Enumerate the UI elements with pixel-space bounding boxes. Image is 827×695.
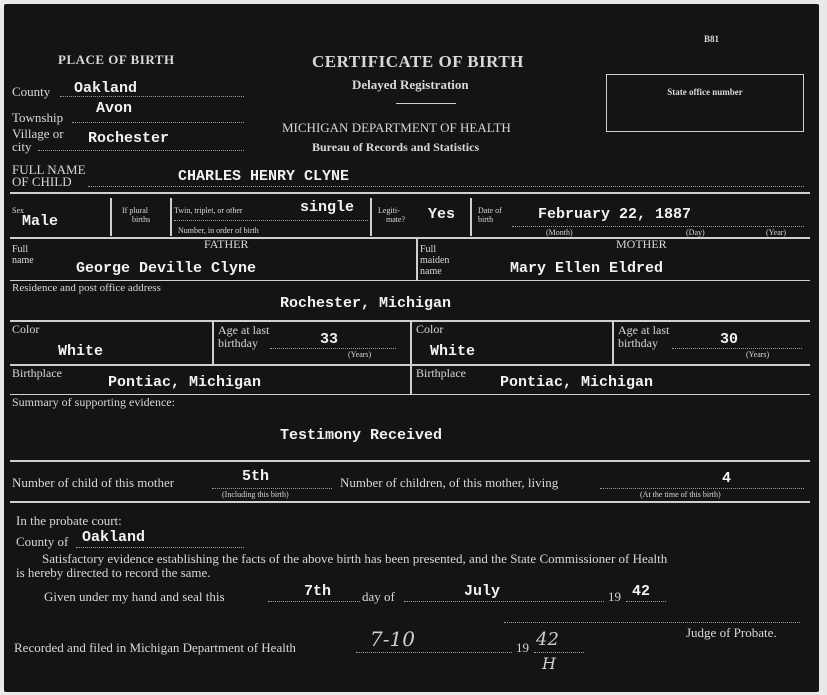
township-label: Township: [12, 110, 64, 125]
sex-label: Sex: [12, 206, 24, 215]
child-number-label: Number of child of this mother: [12, 475, 175, 490]
township-value: Avon: [96, 100, 133, 117]
residence-label: Residence and post office address: [12, 282, 161, 294]
mother-name-label-2: maiden: [420, 255, 450, 266]
given-year-value: 42: [632, 583, 651, 600]
place-of-birth-heading: PLACE OF BIRTH: [58, 52, 175, 67]
certificate-subtitle: Delayed Registration: [352, 77, 469, 92]
father-birthplace-value: Pontiac, Michigan: [108, 374, 262, 391]
statement-line-1: Satisfactory evidence establishing the facts of the above birth has been presented, and the State Commissioner of Health: [42, 551, 668, 566]
mother-name-value: Mary Ellen Eldred: [510, 260, 664, 277]
date-of-birth-value: February 22, 1887: [538, 206, 692, 223]
county-of-label: County of: [16, 534, 69, 549]
father-age-label-1: Age at last: [218, 323, 270, 337]
full-name-label-2: OF CHILD: [12, 174, 72, 189]
day-caption: (Day): [686, 228, 705, 237]
form-code: B81: [704, 34, 720, 44]
father-birthplace-label: Birthplace: [12, 366, 62, 380]
full-name-label-1: FULL NAME: [12, 162, 86, 177]
given-day-value: 7th: [304, 583, 332, 600]
children-living-value: 4: [722, 470, 732, 487]
probate-court-label: In the probate court:: [16, 513, 122, 528]
child-name-value: CHARLES HENRY CLYNE: [178, 168, 350, 185]
state-office-number-box: [606, 74, 804, 132]
city-label: city: [12, 139, 32, 154]
given-year-prefix: 19: [608, 589, 621, 604]
title-divider: [396, 103, 456, 104]
father-name-label-2: name: [12, 255, 34, 266]
judge-label: Judge of Probate.: [686, 625, 777, 640]
child-number-value: 5th: [242, 468, 270, 485]
twin-label: Twin, triplet, or other: [174, 206, 243, 215]
year-caption: (Year): [766, 228, 787, 237]
judge-signature-line: [504, 622, 800, 623]
mother-heading: MOTHER: [616, 237, 667, 251]
date-of-birth-label: Date of: [478, 206, 502, 215]
residence-value: Rochester, Michigan: [280, 295, 452, 312]
recorded-label: Recorded and filed in Michigan Department of Health: [14, 640, 296, 655]
father-name-label-1: Full: [12, 244, 29, 255]
bureau-name: Bureau of Records and Statistics: [312, 140, 480, 154]
month-caption: (Month): [546, 228, 573, 237]
recorded-year-handwritten: 42: [536, 629, 559, 650]
legitimate-value: Yes: [428, 206, 456, 223]
father-name-value: George Deville Clyne: [76, 260, 257, 277]
father-years-caption: (Years): [348, 350, 372, 359]
village-label: Village or: [12, 126, 64, 141]
father-age-value: 33: [320, 331, 339, 348]
village-value: Rochester: [88, 130, 170, 147]
divider-line: [10, 192, 810, 194]
mother-name-label-1: Full: [420, 244, 437, 255]
mother-years-caption: (Years): [746, 350, 770, 359]
mother-birthplace-label: Birthplace: [416, 366, 466, 380]
recorded-date-handwritten: 7-10: [370, 627, 415, 651]
day-of-label: day of: [362, 589, 395, 604]
recorded-year-prefix: 19: [516, 640, 529, 655]
children-living-label: Number of children, of this mother, living: [340, 475, 559, 490]
county-value: Oakland: [74, 80, 138, 97]
evidence-value: Testimony Received: [280, 427, 443, 444]
mother-age-label-1: Age at last: [618, 323, 670, 337]
evidence-label: Summary of supporting evidence:: [12, 395, 175, 409]
twin-value: single: [300, 199, 355, 216]
state-office-label: State office number: [667, 87, 743, 97]
father-heading: FATHER: [204, 237, 249, 251]
given-label: Given under my hand and seal this: [44, 589, 225, 604]
order-label: Number, in order of birth: [178, 226, 259, 235]
probate-county-value: Oakland: [82, 529, 146, 546]
plural-label: If plural: [122, 206, 148, 215]
birth-label: birth: [478, 215, 494, 224]
county-label: County: [12, 84, 51, 99]
father-color-value: White: [58, 343, 104, 360]
given-month-value: July: [464, 583, 501, 600]
sex-value: Male: [22, 213, 59, 230]
mother-age-value: 30: [720, 331, 739, 348]
mother-age-label-2: birthday: [618, 336, 658, 350]
birth-certificate: [4, 4, 819, 692]
mother-color-label: Color: [416, 322, 444, 336]
mother-color-value: White: [430, 343, 476, 360]
certificate-title: CERTIFICATE OF BIRTH: [312, 52, 524, 71]
mother-name-label-3: name: [420, 266, 442, 277]
recorded-initial-handwritten: H: [542, 654, 556, 673]
department-name: MICHIGAN DEPARTMENT OF HEALTH: [282, 120, 511, 135]
mother-birthplace-value: Pontiac, Michigan: [500, 374, 654, 391]
mate-label: mate?: [386, 215, 406, 224]
at-time-caption: (At the time of this birth): [640, 490, 721, 499]
father-age-label-2: birthday: [218, 336, 258, 350]
legitimate-label: Legiti-: [378, 206, 400, 215]
births-label: births: [132, 215, 151, 224]
including-caption: (Including this birth): [222, 490, 289, 499]
father-color-label: Color: [12, 322, 40, 336]
statement-line-2: is hereby directed to record the same.: [16, 565, 211, 580]
